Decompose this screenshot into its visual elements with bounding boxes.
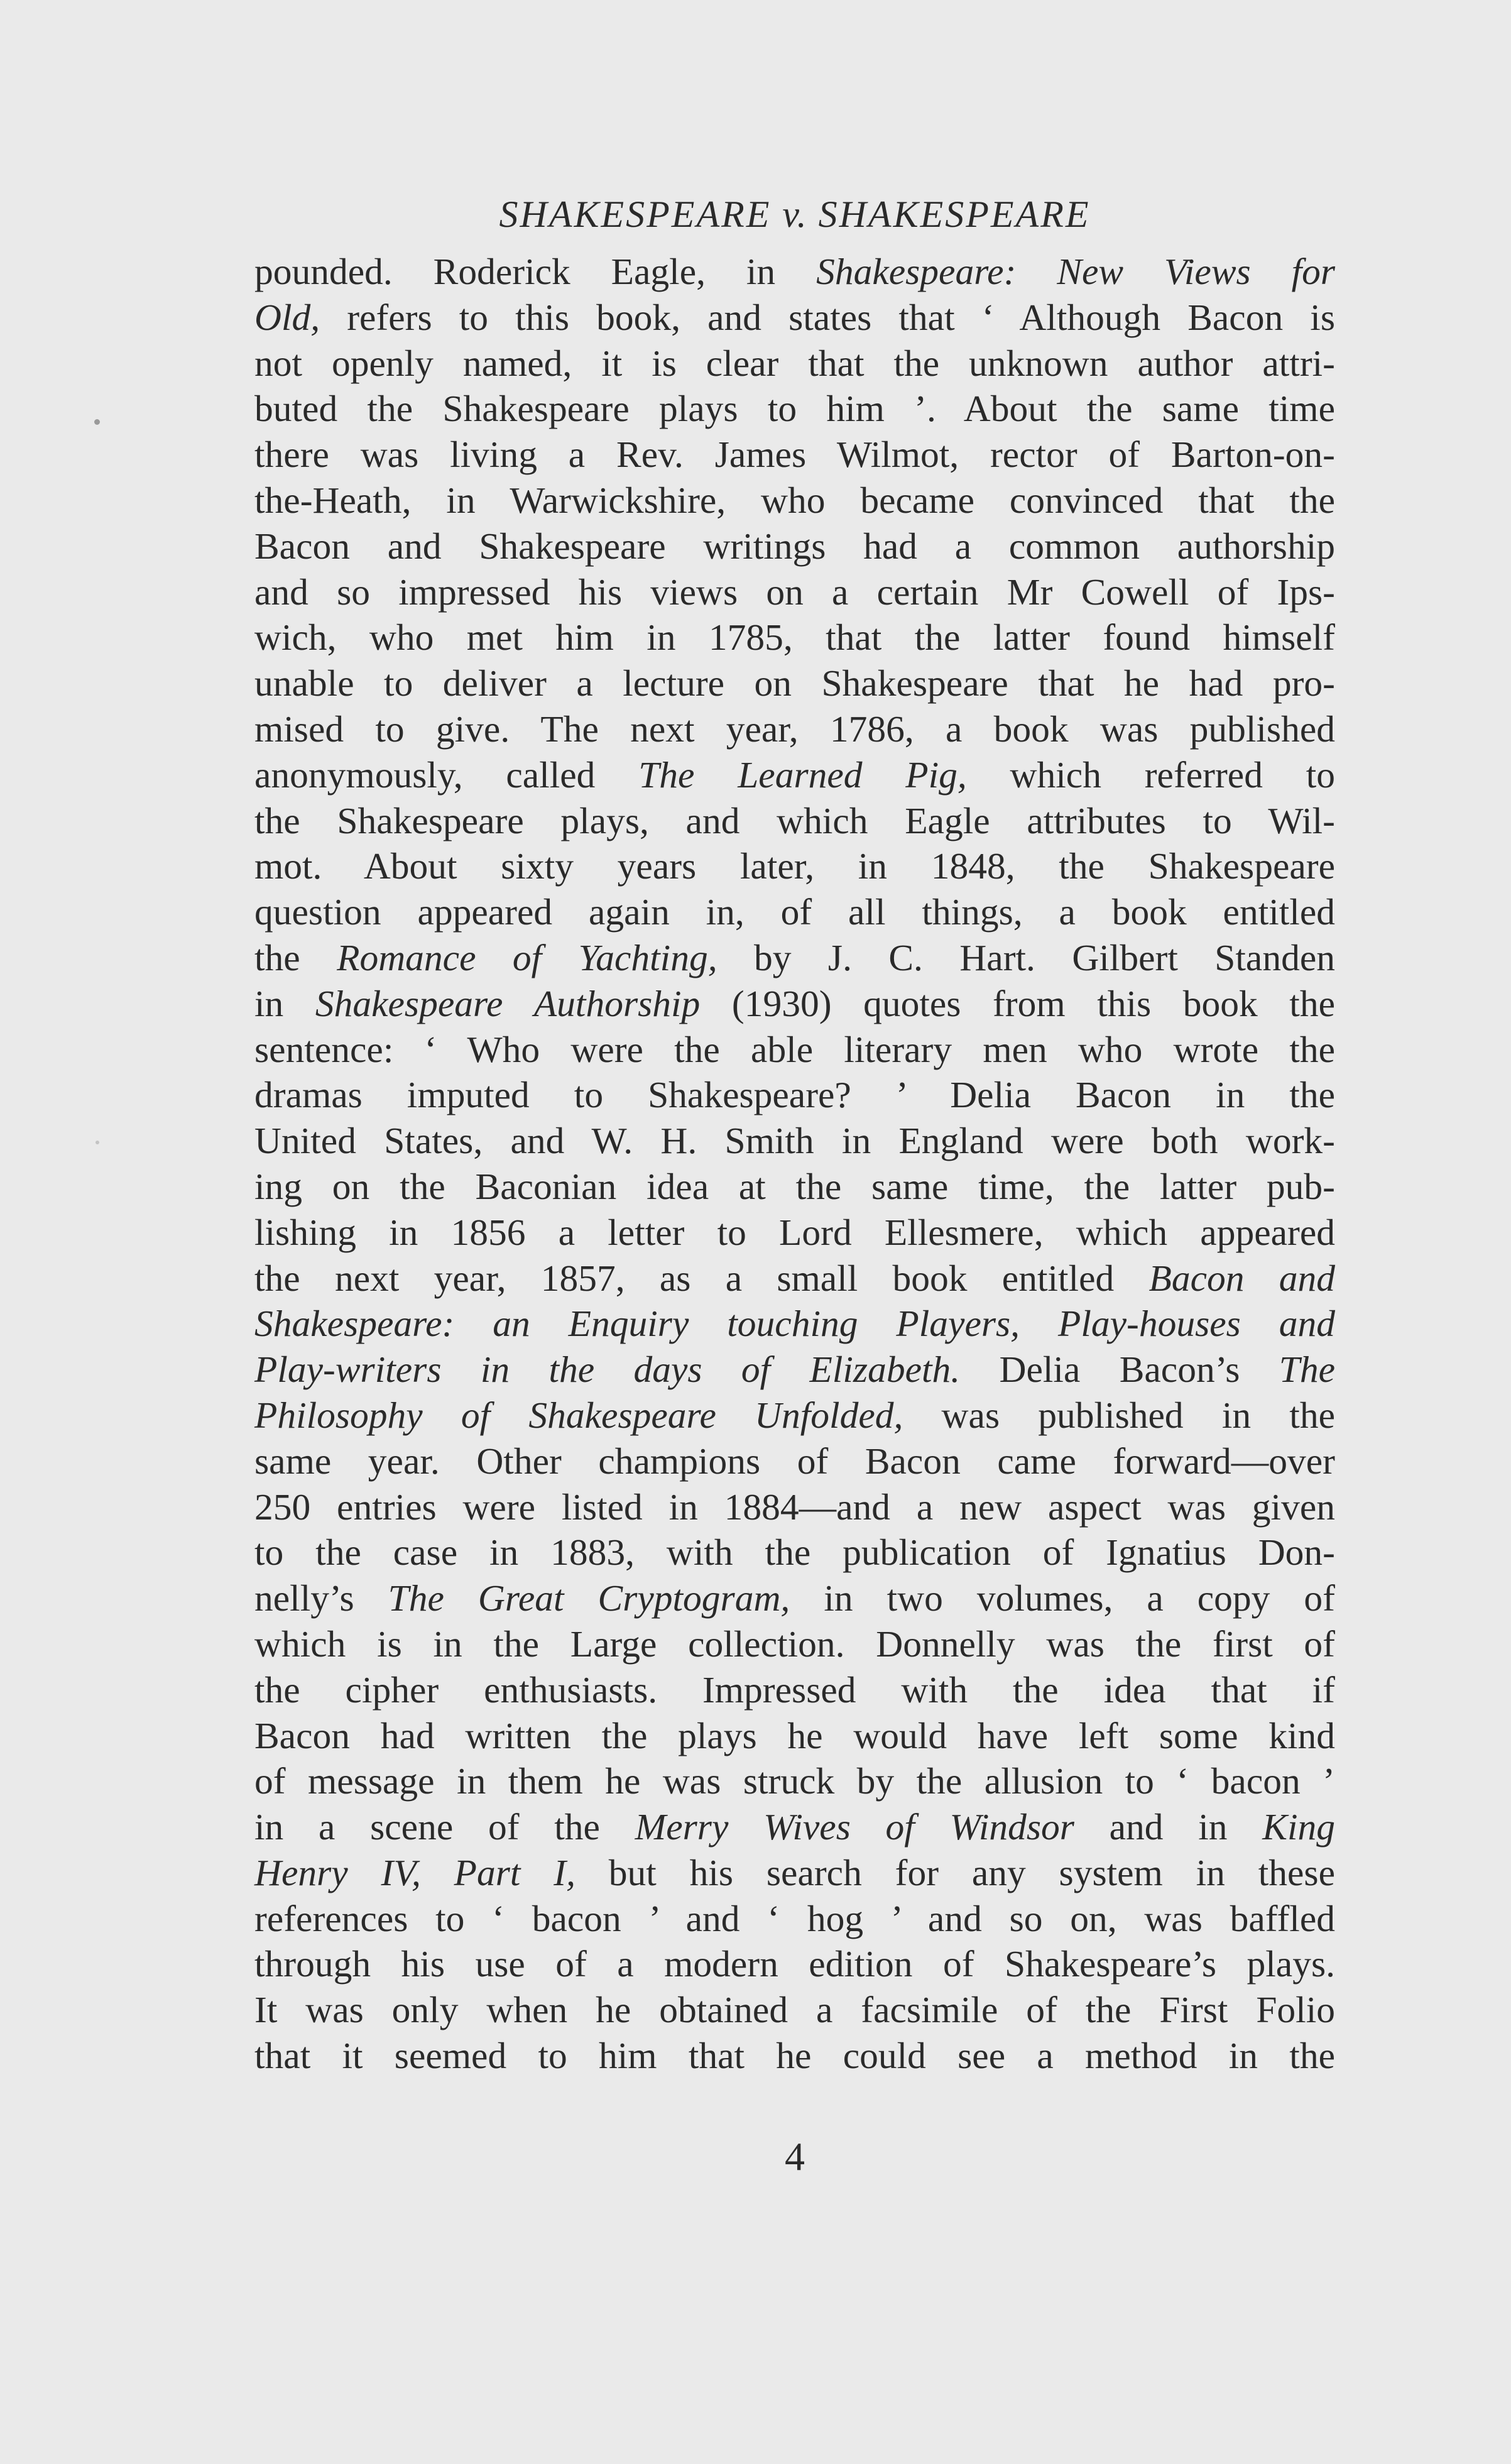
text-run: nelly’s (254, 1577, 388, 1619)
italic-text: Bacon and (1148, 1257, 1335, 1299)
text-line (254, 1164, 1335, 1210)
body-text (254, 249, 1335, 2079)
text-line (254, 1621, 1335, 1667)
text-line (254, 1118, 1335, 1164)
text-line (254, 1896, 1335, 1942)
text-line (254, 341, 1335, 386)
text-run: in a scene of the (254, 1806, 635, 1848)
text-line (254, 1667, 1335, 1713)
text-run: lishing in 1856 a letter to Lord Ellesmere, which appeared (254, 1211, 1335, 1253)
text-line (254, 660, 1335, 706)
text-line (254, 798, 1335, 844)
text-run: mised to give. The next year, 1786, a book was published (254, 708, 1335, 750)
text-line (254, 843, 1335, 889)
text-run: the-Heath, in Warwickshire, who became convinced that the (254, 479, 1335, 521)
text-line (254, 1530, 1335, 1575)
running-head-left: SHAKESPEARE (499, 194, 772, 235)
text-run: there was living a Rev. James Wilmot, rector of Barton-on- (254, 434, 1335, 476)
text-run: pounded. Roderick Eagle, in (254, 251, 817, 292)
text-run: wich, who met him in 1785, that the latter found himself (254, 616, 1335, 659)
page-number: 4 (785, 2134, 805, 2179)
italic-text: Romance of Yachting, (337, 936, 717, 978)
text-run: which referred to (966, 753, 1335, 796)
text-run: 250 entries were listed in 1884—and a new aspect was given (254, 1486, 1335, 1528)
text-run: It was only when he obtained a facsimile of the First Folio (254, 1989, 1335, 2031)
text-line (254, 1027, 1335, 1073)
text-line (254, 1347, 1335, 1393)
italic-text: Old, (254, 296, 320, 338)
text-run: in two volumes, a copy of (790, 1577, 1335, 1619)
text-line (254, 1804, 1335, 1850)
italic-text: Henry IV, Part I, (254, 1851, 575, 1893)
running-head-right: SHAKESPEARE (818, 194, 1091, 235)
text-line (254, 1256, 1335, 1301)
text-run: the Shakespeare plays, and which Eagle attributes to Wil- (254, 799, 1335, 841)
text-run: mot. About sixty years later, in 1848, the Shakespeare (254, 845, 1335, 887)
text-run: same year. Other champions of Bacon came forward—over (254, 1440, 1335, 1482)
text-line (254, 1575, 1335, 1621)
text-run: (1930) quotes from this book the (700, 982, 1335, 1024)
text-run: which is in the Large collection. Donnelly was the first of (254, 1623, 1335, 1665)
text-line (254, 1987, 1335, 2033)
text-line (254, 2033, 1335, 2079)
text-line (254, 386, 1335, 432)
text-line (254, 1941, 1335, 1987)
text-run: in (254, 982, 315, 1024)
text-run: question appeared again in, of all things, a book entitled (254, 891, 1335, 933)
text-line (254, 523, 1335, 569)
paper-speck (95, 1141, 99, 1144)
text-line (254, 1301, 1335, 1347)
text-line (254, 478, 1335, 523)
text-run: unable to deliver a lecture on Shakespeare that he had pro- (254, 662, 1335, 704)
text-line (254, 249, 1335, 295)
text-line (254, 1210, 1335, 1256)
text-run: that it seemed to him that he could see a method in the (254, 2035, 1335, 2077)
text-line (254, 295, 1335, 341)
running-head-versus: v. (782, 194, 807, 235)
text-line (254, 432, 1335, 478)
text-run: of message in them he was struck by the allusion to ‘ bacon ’ (254, 1760, 1335, 1802)
italic-text: The Learned Pig, (638, 753, 967, 796)
running-head (254, 192, 1335, 237)
text-run: the cipher enthusiasts. Impressed with the idea that if (254, 1668, 1335, 1711)
text-run: Bacon had written the plays he would have left some kind (254, 1714, 1335, 1756)
paper-speck (94, 419, 100, 425)
text-line (254, 935, 1335, 981)
text-run: sentence: ‘ Who were the able literary men who wrote the (254, 1028, 1335, 1070)
text-line (254, 1758, 1335, 1804)
text-line (254, 569, 1335, 615)
italic-text: Shakespeare: an Enquiry touching Players, Play-houses and (254, 1303, 1335, 1345)
text-run: and so impressed his views on a certain Mr Cowell of Ips- (254, 571, 1335, 613)
text-run: Bacon and Shakespeare writings had a common authorship (254, 525, 1335, 567)
italic-text: The (1279, 1349, 1335, 1391)
text-run: dramas imputed to Shakespeare? ’ Delia Bacon in the (254, 1074, 1335, 1116)
text-line (254, 1484, 1335, 1530)
text-line (254, 615, 1335, 660)
text-line (254, 1072, 1335, 1118)
text-line (254, 1393, 1335, 1438)
text-line (254, 889, 1335, 935)
text-run: was published in the (903, 1394, 1335, 1436)
italic-text: The Great Cryptogram, (388, 1577, 790, 1619)
text-line (254, 706, 1335, 752)
text-run: the next year, 1857, as a small book entitled (254, 1257, 1149, 1299)
text-run: and in (1074, 1806, 1263, 1848)
text-run: the (254, 936, 337, 978)
italic-text: Shakespeare Authorship (315, 982, 701, 1024)
text-line (254, 981, 1335, 1027)
text-run: buted the Shakespeare plays to him ’. About the same time (254, 388, 1335, 430)
text-run: by J. C. Hart. Gilbert Standen (717, 936, 1335, 978)
text-run: not openly named, it is clear that the unknown author attri- (254, 342, 1335, 384)
text-run: references to ‘ bacon ’ and ‘ hog ’ and so on, was baffled (254, 1897, 1335, 1939)
text-run: to the case in 1883, with the publication of Ignatius Don- (254, 1531, 1335, 1574)
text-run: anonymously, called (254, 753, 639, 796)
italic-text: Play-writers in the days of Elizabeth. (254, 1349, 961, 1391)
italic-text: Shakespeare: New Views for (816, 251, 1335, 292)
text-line (254, 752, 1335, 798)
italic-text: Philosophy of Shakespeare Unfolded, (254, 1394, 903, 1436)
text-line (254, 1713, 1335, 1759)
text-run: but his search for any system in these (575, 1851, 1335, 1893)
italic-text: King (1262, 1806, 1335, 1848)
text-run: United States, and W. H. Smith in England were both work- (254, 1120, 1335, 1162)
text-line (254, 1850, 1335, 1896)
text-line (254, 1438, 1335, 1484)
text-run: ing on the Baconian idea at the same time, the latter pub- (254, 1165, 1335, 1207)
italic-text: Merry Wives of Windsor (635, 1806, 1074, 1848)
text-run: Delia Bacon’s (960, 1349, 1279, 1391)
text-run: refers to this book, and states that ‘ Although Bacon is (320, 296, 1335, 338)
text-run: through his use of a modern edition of Shakespeare’s plays. (254, 1943, 1335, 1985)
